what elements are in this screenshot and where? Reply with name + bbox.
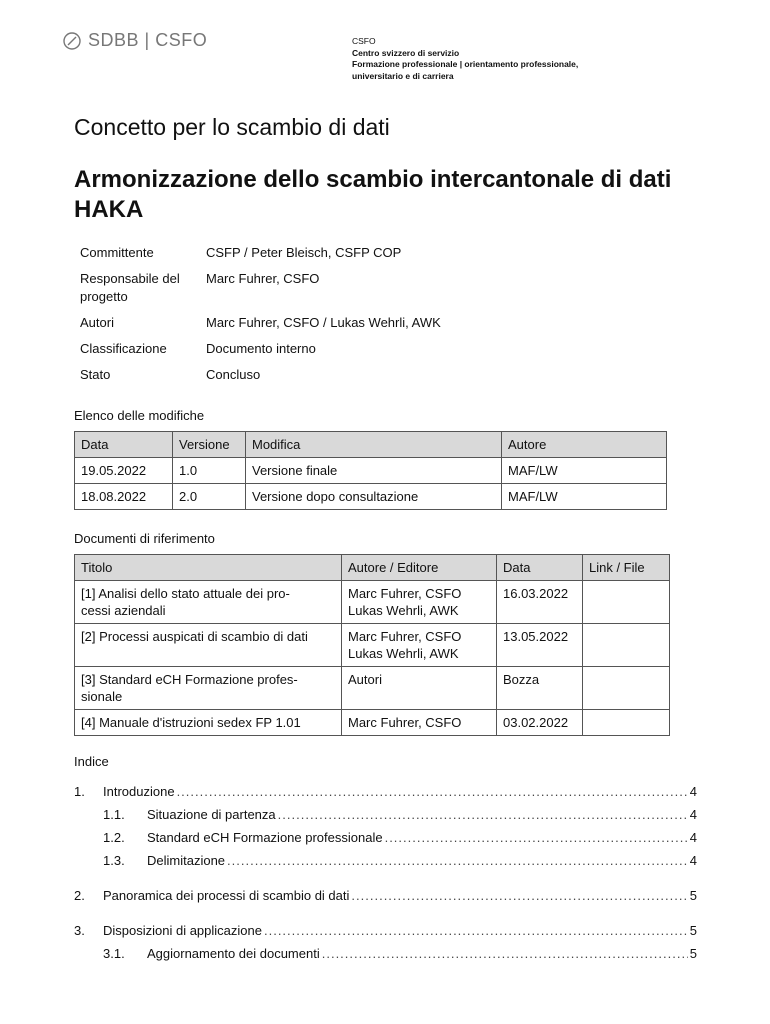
column-header: Modifica [246,432,502,458]
toc-title: Disposizioni di applicazione [103,923,262,938]
cell: [3] Standard eCH Formazione profes- sionale [75,667,342,710]
column-header: Autore [502,432,667,458]
cell: 13.05.2022 [497,624,583,667]
references-label: Documenti di riferimento [74,531,215,546]
compass-icon [62,31,82,51]
cell: Autori [342,667,497,710]
toc-number: 1.2. [103,830,125,845]
toc-leader [322,946,688,961]
table-row [75,581,670,624]
cell: 19.05.2022 [75,458,173,484]
cell [583,710,670,736]
toc-entry[interactable] [74,807,697,830]
logo-text: SDBB | CSFO [88,30,208,50]
meta-value: Marc Fuhrer, CSFO / Lukas Wehrli, AWK [206,315,441,330]
meta-value: Documento interno [206,341,316,356]
toc-leader [351,888,687,903]
meta-key: Stato [80,367,111,382]
cell: 18.08.2022 [75,484,173,510]
cell: MAF/LW [502,484,667,510]
cell: Marc Fuhrer, CSFO [342,710,497,736]
cell: Versione finale [246,458,502,484]
toc-number: 1. [74,784,85,799]
meta-value: CSFP / Peter Bleisch, CSFP COP [206,245,402,260]
meta-value: Concluso [206,367,261,382]
meta-row [74,336,447,362]
toc-leader [227,853,688,868]
logo [62,30,207,51]
cell: Bozza [497,667,583,710]
org-line: Centro svizzero di servizio [352,47,460,58]
meta-key: Autori [80,315,114,330]
toc-title: Delimitazione [147,853,226,868]
column-header: Autore / Editore [342,555,497,581]
table-of-contents [74,784,697,969]
table-row [75,667,670,710]
meta-table [74,240,447,388]
table-row [75,624,670,667]
toc-page: 5 [689,888,697,903]
meta-row [74,266,447,310]
column-header: Versione [173,432,246,458]
toc-number: 1.3. [103,853,125,868]
toc-page: 5 [689,946,697,961]
toc-number: 3.1. [103,946,125,961]
toc-leader [385,830,688,845]
toc-page: 4 [689,807,697,822]
toc-title: Aggiornamento dei documenti [147,946,320,961]
toc-title: Panoramica dei processi di scambio di dati [103,888,350,903]
table-header-row [75,555,670,581]
org-line: Formazione professionale | orientamento professionale, [352,59,579,69]
meta-row [74,310,447,336]
column-header: Data [75,432,173,458]
toc-number: 3. [74,923,85,938]
toc-entry[interactable] [74,923,697,946]
meta-key: Committente [80,245,154,260]
toc-entry[interactable] [74,853,697,876]
cell: MAF/LW [502,458,667,484]
meta-key: Responsabile del progetto [80,271,180,304]
org-name: CSFO [352,36,376,46]
meta-row [74,240,447,266]
meta-key: Classificazione [80,341,167,356]
table-row [75,458,667,484]
cell: Versione dopo consultazione [246,484,502,510]
changes-label: Elenco delle modifiche [74,408,205,423]
toc-heading: Indice [74,754,109,769]
toc-page: 4 [689,784,697,799]
toc-entry[interactable] [74,946,697,969]
references-table [74,554,670,736]
cell: [2] Processi auspicati di scambio di dati [75,624,342,667]
table-row [75,710,670,736]
toc-entry[interactable] [74,830,697,853]
toc-leader [177,784,688,799]
cell: [1] Analisi dello stato attuale dei pro- cessi aziendali [75,581,342,624]
column-header: Titolo [75,555,342,581]
cell [583,581,670,624]
toc-leader [278,807,688,822]
toc-title: Introduzione [103,784,175,799]
meta-value: Marc Fuhrer, CSFO [206,271,320,286]
org-address [352,36,578,82]
cell [583,667,670,710]
cell: 1.0 [173,458,246,484]
document-subtitle: Armonizzazione dello scambio intercantonale di dati HAKA [74,166,672,223]
cell: Marc Fuhrer, CSFO Lukas Wehrli, AWK [342,581,497,624]
cell: 16.03.2022 [497,581,583,624]
cell: 03.02.2022 [497,710,583,736]
toc-title: Situazione di partenza [147,807,276,822]
org-line: universitario e di carriera [352,70,454,81]
toc-page: 4 [689,853,697,868]
table-header-row [75,432,667,458]
toc-title: Standard eCH Formazione professionale [147,830,383,845]
changes-table [74,431,667,510]
toc-entry[interactable] [74,888,697,911]
cell: [4] Manuale d'istruzioni sedex FP 1.01 [75,710,342,736]
toc-page: 4 [689,830,697,845]
toc-number: 1.1. [103,807,125,822]
column-header: Data [497,555,583,581]
column-header: Link / File [583,555,670,581]
toc-leader [264,923,688,938]
toc-number: 2. [74,888,85,903]
toc-entry[interactable] [74,784,697,807]
cell: 2.0 [173,484,246,510]
cell: Marc Fuhrer, CSFO Lukas Wehrli, AWK [342,624,497,667]
document-title: Concetto per lo scambio di dati [74,114,390,140]
meta-row [74,362,447,388]
toc-page: 5 [689,923,697,938]
cell [583,624,670,667]
table-row [75,484,667,510]
